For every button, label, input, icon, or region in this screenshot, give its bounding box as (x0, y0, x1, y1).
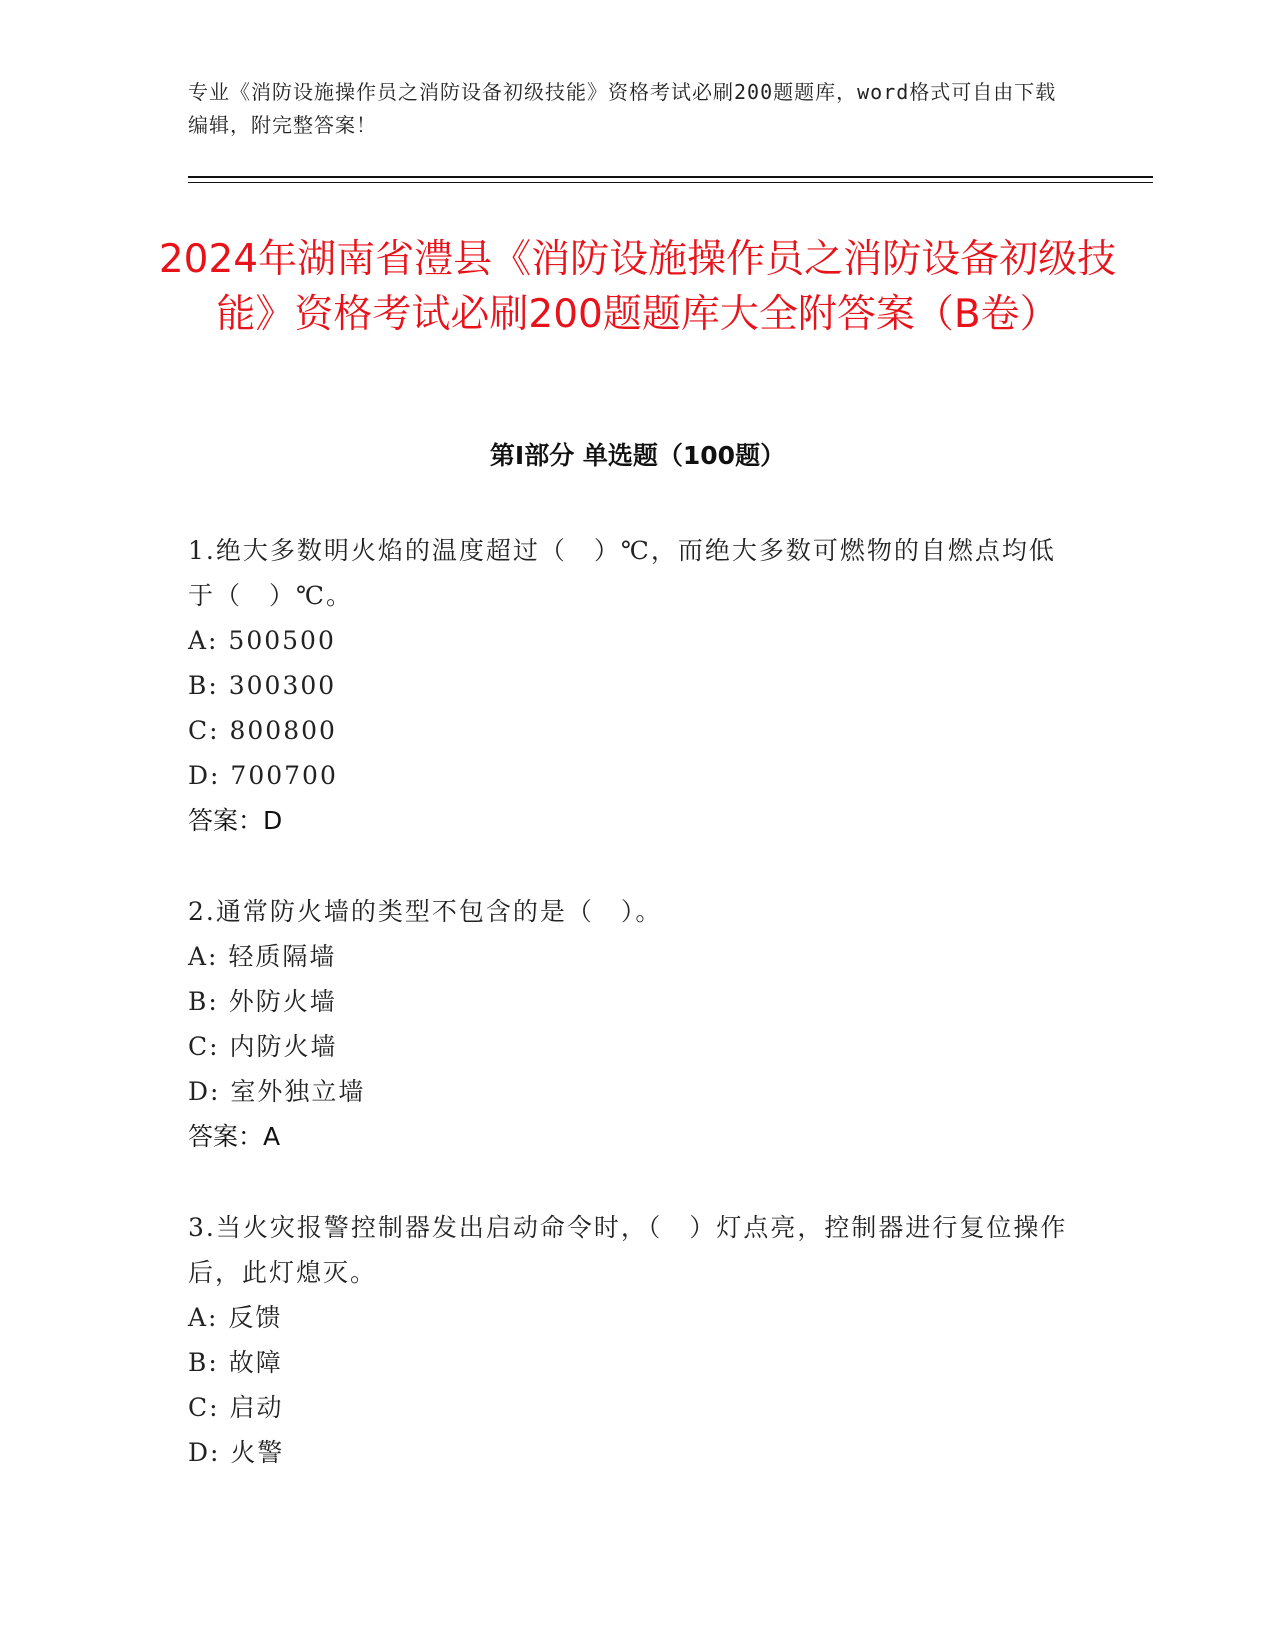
option-d: D: 火警 (188, 1438, 285, 1467)
header-divider-thick (188, 176, 1153, 178)
question-answer: 答案：D (188, 806, 283, 835)
option-b: B: 外防火墙 (188, 987, 337, 1016)
option-c: C: 800800 (188, 716, 337, 745)
question-stem: 3.当火灾报警控制器发出启动命令时，（ ）灯点亮，控制器进行复位操作后，此灯熄灭。 (188, 1213, 1068, 1287)
question-answer: 答案：A (188, 1122, 281, 1151)
question-3 (188, 1205, 1068, 1475)
option-c: C: 启动 (188, 1393, 284, 1422)
option-d: D: 室外独立墙 (188, 1077, 366, 1106)
question-2 (188, 889, 1068, 1159)
question-stem: 1.绝大多数明火焰的温度超过（ ）℃，而绝大多数可燃物的自燃点均低于（ ）℃。 (188, 536, 1056, 610)
document-title: 2024年湖南省澧县《消防设施操作员之消防设备初级技能》资格考试必刷200题题库大全附答案（B卷） (158, 237, 1117, 337)
option-b: B: 故障 (188, 1348, 283, 1377)
header-note: 专业《消防设施操作员之消防设备初级技能》资格考试必刷200题题库，word格式可自由下载编辑，附完整答案！ (188, 80, 1057, 137)
option-a: A: 轻质隔墙 (188, 942, 337, 971)
question-stem: 2.通常防火墙的类型不包含的是（ ）。 (188, 897, 663, 926)
section-heading: 第Ⅰ部分 单选题（100题） (489, 441, 786, 470)
option-d: D: 700700 (188, 761, 338, 790)
question-list (188, 528, 1068, 1521)
option-a: A: 500500 (188, 626, 336, 655)
option-c: C: 内防火墙 (188, 1032, 338, 1061)
question-1 (188, 528, 1068, 843)
header-divider-thin (188, 182, 1153, 183)
option-b: B: 300300 (188, 671, 337, 700)
option-a: A: 反馈 (188, 1303, 283, 1332)
